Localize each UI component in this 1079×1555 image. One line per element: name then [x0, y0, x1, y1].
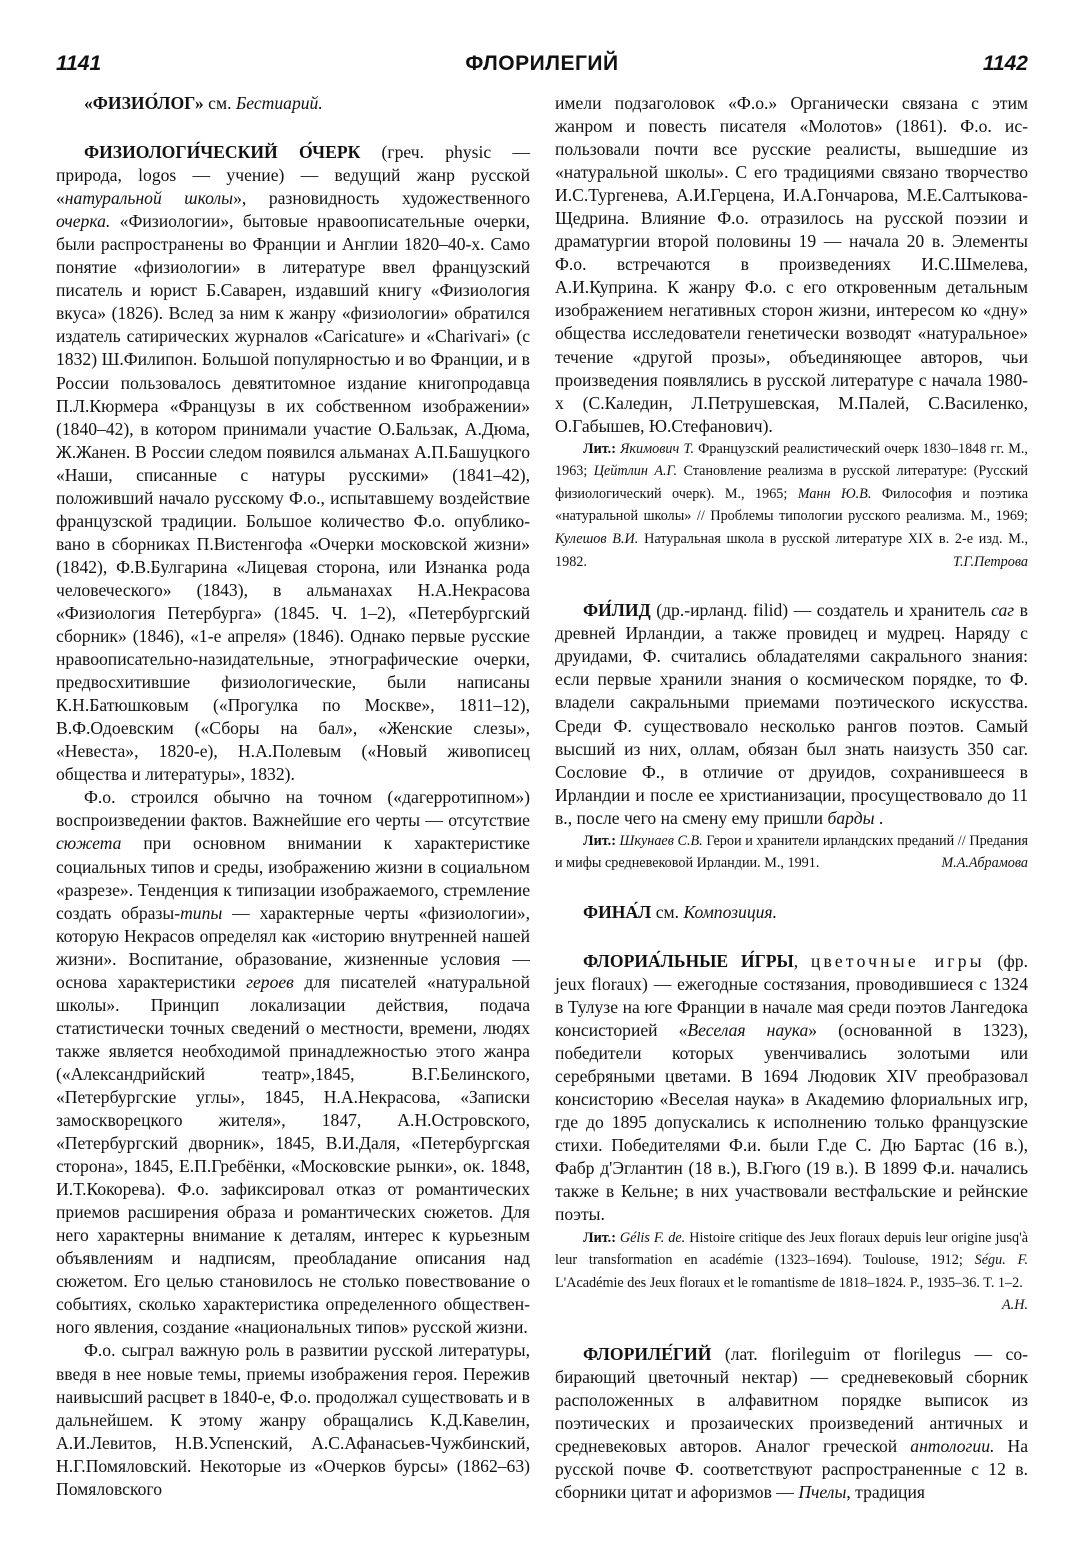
entry-filid [555, 599, 1028, 829]
text: Французский реалистический очерк 1830–1848 гг. М., 1963; [555, 440, 1028, 480]
page-number-right: 1142 [982, 52, 1028, 75]
entry-florilegiy [555, 1343, 1028, 1504]
text: , традиция [846, 1482, 925, 1503]
text: «Физиологии», бытовые нравоописательные очерки, были распространены во Франции и Англии 1820–40-х. Само понятие «физиологии» в литературе ввел французский писатель и юрист Б.Саварен, издавший книгу «Физиология вкуса» (1826). Вслед за ним к жанру «физиологии» обратился издатель сатирических журналов «Caricature» и «Charivari» (с 1832) Ш.Филипон. Большой популярностью и во Франции, и в России пользовалось девятитомное издание книгопродавца П.Л.Кюрмера «Французы в их собственном изображении» (1840–42), в котором принимали участие О.Бальзак, А.Дюма, Ж.Жанен. В России следом появился альманах А.П.Башуцкого «Наши, списанные с натуры русскими» (1841–42), положивший начало русскому Ф.о., испытавшему воздействие французской традиции. Большое количество Ф.о. опубликовано в сборниках П.Вистенгофа «Очерки московской жизни» (1842), Ф.В.Булгарина «Лицевая сторона, или Изнанка рода человеческого» (1843), в альманахах Н.А.Некрасова «Физиология Петербурга» (1845. Ч. 1–2), «Петербургский сборник» (1846), «1-е апреля» (1846). Однако первые русские нравоописательно-назидательные, этнографические очерки, предвосхитившие физиологические, были написаны К.Н.Батюшковым («Прогулка по Москве», 1811–12), В.Ф.Одоевским («Сборы на бал», «Женские слезы», «Невеста», 1820-е), Н.А.Полевым («Новый живописец общества и литературы», 1832). [56, 211, 530, 785]
entry-ocherk-p2 [56, 786, 530, 1339]
text: L'Académie des Jeux floraux et le romantisme de 1818–1824. P., 1935–36. T. 1–2. [555, 1274, 1023, 1291]
entry-term: «ФИЗИО́ЛОГ» [84, 93, 204, 113]
text: для писателей «натуральной школы». Принцип локализации действия, подача статистически точных сведений о местности, времени, людях также является необходимой принадлежностью этого жанра («Александрийский театр»,1845, В.Г.Белинского, «Петербургские углы», 1845, Н.А.Некрасова, «Записки замоскворецкого жителя», 1847, А.Н.Островского, «Петербургский дворник», 1845, В.И.Даля, «Петербургская сторона», 1845, Е.П.Гребёнки, «Московские рынки», ок. 1848, И.Т.Кокорева). Ф.о. зафиксировал отказ от романтических приемов расширения образа и романтических сюжетов. Для него характерны внимание к деталям, интерес к курьезным объявлениям и надписям, преобладание описания над сюжетом. Его целью становилось не столько повествование о событиях, сколько характеристика определенного общественного явления, создание «национальных типов» русской жизни. [56, 971, 530, 1338]
entry-term: ФЛОРИА́ЛЬНЫЕ И́ГРЫ [583, 950, 794, 971]
text: » (основанной в 1323), победители которых увенчивались золотыми или серебряными цветами. В 1694 Людовик XIV преобразовал консисторию «Веселая наука» в Академию флориальных игр, где до 1895 допускались к исполнению только французские стихи. Победителями Ф.и. были Г.де С. Дю Бартас (16 в.), Фабр д'Эглантин (18 в.), В.Гюго (19 в.). В 1899 Ф.и. начались также в Кельне; в них участвовали вестфальские и рейнские поэты. [555, 1020, 1028, 1225]
entry-fiziolog [56, 92, 530, 115]
text: (лат. florileguim от florilegus — собирающий цветочный нектар) — средневековый сборник расположенных в алфавитном порядке выписок из поэтических и прозаических произведений античных и средневековых авторов. Аналог греческой [555, 1343, 1028, 1457]
text: — характерные черты «физиологии», которую Некрасов определял как «историю внутренней нашей жизни». Воспитание, образование, жизненные условия — основа характеристики [56, 902, 531, 992]
bibliography-ocherk [555, 438, 1028, 574]
cross-reference-link[interactable]: натуральной школы [64, 188, 234, 209]
text: Ségu. F. [974, 1252, 1028, 1269]
page-header [56, 52, 1028, 82]
text: Философия и поэтика «натуральной школы» // Проблемы типологии русского реализма. М., 1969; [555, 485, 1028, 525]
text: Становление реализма в русской литературе: (Русский физиологический очерк). М., 1965; [555, 463, 1028, 502]
text: Якимович Т. [615, 440, 694, 457]
entry-ocherk-p1 [56, 141, 530, 786]
see-label: см. [203, 93, 236, 113]
text: при основном внимании к характеристике социальных типов и среды, изображению жизни в социальном «разрезе». Тенденция к типизации изображаемого, стремление создать образы- [56, 833, 530, 923]
text: », разновидность художественного [233, 188, 530, 209]
cross-reference-link[interactable]: саг [991, 600, 1015, 621]
entry-final [555, 901, 1028, 924]
bibliography-label: Лит.: [583, 440, 616, 457]
text: Натуральная школа в русской литературе XIX в. 2-е изд. М., 1982. [555, 531, 1028, 570]
bibliography-label: Лит.: [583, 832, 616, 849]
text: Histoire critique des Jeux floraux depuis leur origine jusq'à leur transformation en académie (1323–1694). Toulouse, 1912; [555, 1229, 1028, 1269]
entry-term: ФИ́ЛИД [583, 600, 651, 621]
cross-reference-link[interactable]: типы [180, 902, 223, 923]
cross-reference-link[interactable]: Бестиарий. [235, 93, 323, 113]
text: (др.-ирланд. filid) — создатель и хранитель [650, 600, 992, 621]
left-column [56, 92, 530, 1501]
author-signature: А.Н. [1001, 1297, 1028, 1314]
see-label: см. [651, 901, 684, 922]
text: Шкунаев С.В. [615, 832, 703, 849]
text: Gélis F. de. [615, 1229, 686, 1246]
text: Ф.о. строился обычно на точном («дагерротипном») воспроизведении фактов. Важнейшие его черты — отсутствие [56, 787, 530, 831]
alt-term: цветочные игры [810, 950, 985, 971]
cross-reference-link[interactable]: сюжета [56, 833, 122, 854]
text: Манн Ю.В. [797, 485, 872, 502]
cross-reference-link[interactable]: Пчелы [798, 1482, 847, 1503]
page-number-left: 1141 [56, 52, 102, 75]
entry-florialnye [555, 950, 1028, 1227]
author-signature: Т.Г.Петрова [952, 553, 1028, 570]
entry-term: ФИНА́Л [583, 901, 652, 922]
text: . [874, 807, 884, 828]
author-signature: М.А.Абрамова [941, 855, 1028, 872]
entry-term: ФИЗИОЛОГИ́ЧЕСКИЙ О́ЧЕРК [84, 142, 361, 163]
text: (греч. physic — природа, logos — учение) — ведущий жанр русской « [56, 142, 530, 209]
entry-ocherk-p3: Ф.о. сыграл важную роль в развитии русской литературы, введя в нее новые темы, приемы изображения героя. Пережив наивысший расцвет в 1840-е, Ф.о. продолжал существовать и в дальнейшем. К этому жанру обращались К.Д.Кавелин, А.И.Левитов, Н.В.Успенский, А.С.Афанасьев-Чужбинский, Н.Г.Помяловский. Некоторые из «Очерков бурсы» (1862–63) Помяловского [56, 1340, 530, 1499]
text: в древней Ирландии, а также провидец и мудрец. Наряду с друидами, Ф. считались обладателями сакрального знания: если первые хранили знания о космическом порядке, то Ф. владели сакральными приемами поэтического искусства. Среди Ф. существовало несколько рангов поэтов. Самый высший из них, оллам, обязан был знать наизусть 350 саг. Сословие Ф., в отличие от друидов, сохранившееся в Ирландии и после ее христианизации, просуществовало до 11 в., после чего на смену ему пришли [555, 600, 1028, 828]
cross-reference-link[interactable]: барды [827, 807, 875, 828]
text: Кулешов В.И. [555, 531, 639, 548]
bibliography-florialnye [555, 1227, 1028, 1317]
text: (фр. jeux floraux) — ежегодные состязания, проводившиеся с 1324 в Тулузе на юге Франции в начале мая среди поэтов Лангедока консисторией « [555, 950, 1028, 1041]
cross-reference-link[interactable]: героев [246, 971, 294, 992]
entry-term: ФЛОРИЛЕ́ГИЙ [583, 1343, 712, 1364]
cross-reference-link[interactable]: Веселая наука [687, 1020, 809, 1041]
text: На русской почве Ф. соответствуют распространенные с 12 в. сборники цитат и афоризмов — [555, 1436, 1029, 1503]
bibliography-filid [555, 830, 1028, 875]
cross-reference-link[interactable]: очерка. [56, 211, 111, 232]
entry-ocherk-continuation: имели подзаголовок «Ф.о.» Органически связана с этим жанром и повесть писателя «Молотов» (1861). Ф.о. использовали почти все русские реалисты, вышедшие из «натуральной школы». С его традициями связано творчество И.С.Тургенева, А.И.Герцена, И.А.Гончарова, М.Е.Салтыкова-Щедрина. Влияние Ф.о. отразилось на русской поэзии и драматургии второй половины 19 — начала 20 в. Элементы Ф.о. встречаются в произведениях И.С.Шмелева, А.И.Куприна. К жанру Ф.о. с его откровенным детальным изображением негативных сторон жизни, интересом ко «дну» общества исследователи генетически возводят «натуральное» течение «другой прозы», объединяющее авторов, чьи произведения появлялись в русской литературе с начала 1980-х (С.Каледин, Л.Петрушевская, М.Палей, С.Василенко, О.Габышев, Ю.Стефанович). [555, 93, 1028, 436]
text: , [793, 950, 811, 971]
running-title: ФЛОРИЛЕГИЙ [465, 52, 619, 75]
cross-reference-link[interactable]: антологии. [910, 1436, 995, 1457]
cross-reference-link[interactable]: Композиция. [683, 901, 777, 922]
text: Герои и хранители ирландских преданий // Предания и мифы средневековой Ирландии. М., 1991. [555, 832, 1028, 872]
bibliography-label: Лит.: [583, 1229, 616, 1246]
right-column [555, 92, 1028, 1504]
text: Цейтлин А.Г. [593, 463, 678, 480]
